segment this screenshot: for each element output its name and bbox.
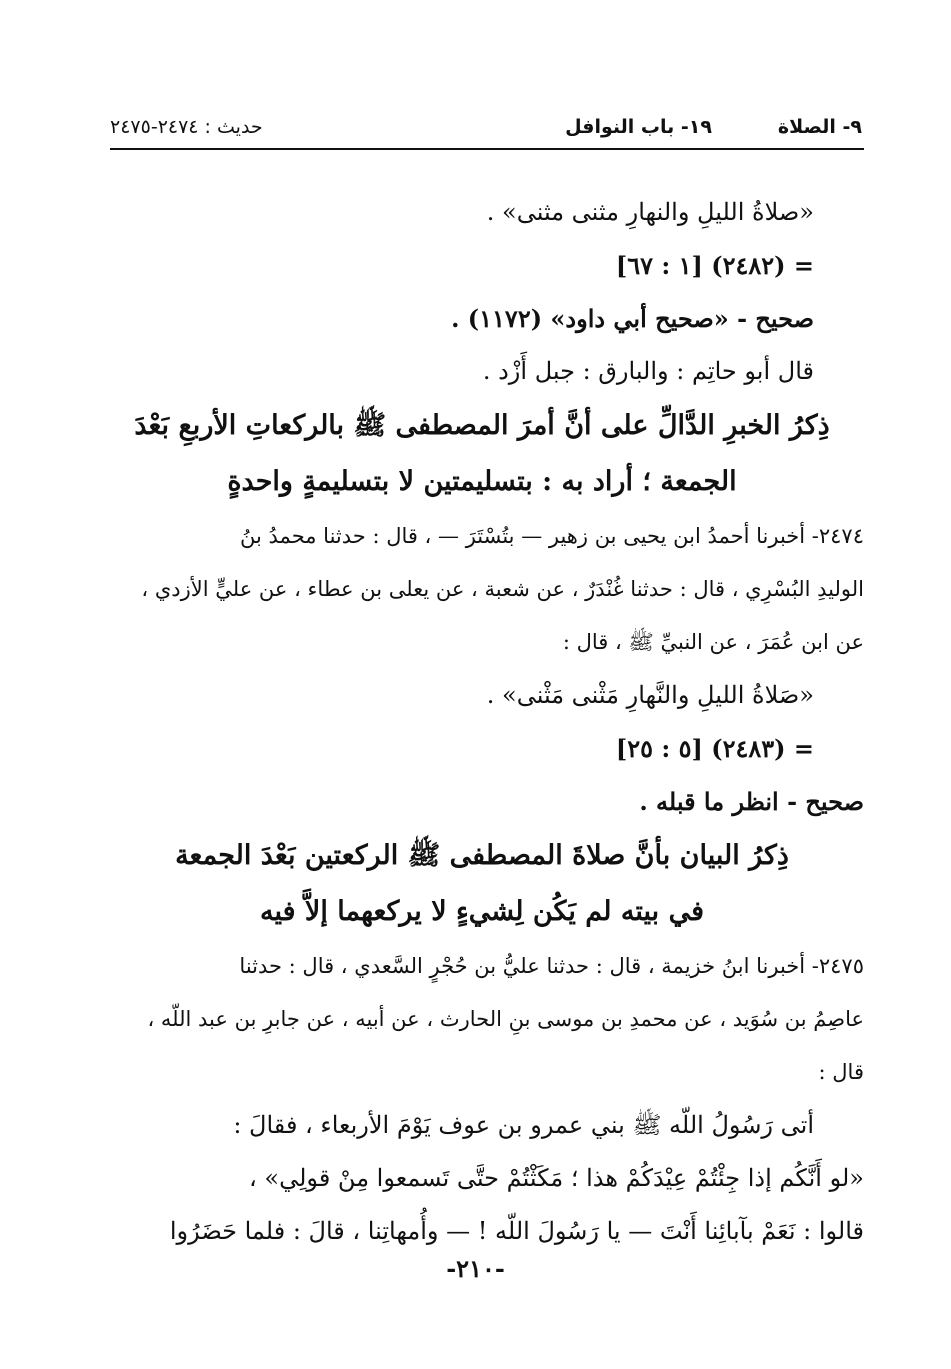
- running-header: [110, 110, 862, 146]
- reference-line: = (٢٤٨٢) [١ : ٦٧]: [615, 251, 814, 280]
- header-hadith-range: حديث : ٢٤٧٤-٢٤٧٥: [110, 116, 263, 138]
- page-number: -٢١٠-: [446, 1254, 505, 1283]
- isnad-line: قال :: [818, 1060, 864, 1084]
- reference-line: = (٢٤٨٣) [٥ : ٢٥]: [615, 734, 814, 763]
- section-heading-line-1: ذِكرُ الخبرِ الدَّالِّ على أنَّ أمرَ المصطفى ﷺ بالركعاتِ الأربعِ بَعْدَ: [134, 410, 830, 441]
- header-section: ١٩- باب النوافل: [565, 116, 712, 138]
- header-chapter: ٩- الصلاة: [777, 116, 862, 138]
- note-line: قال أبو حاتِم : والبارق : جبل أَزْد .: [482, 357, 814, 385]
- isnad-line: ٢٤٧٤- أخبرنا أحمدُ ابن يحيى بن زهير — بتُسْتَرَ — ، قال : حدثنا محمدُ بنُ: [240, 524, 864, 548]
- body-text: [100, 186, 864, 1258]
- hadith-quote-line: «صلاةُ الليلِ والنهارِ مثنى مثنى» .: [486, 198, 814, 226]
- isnad-line: عاصِمُ بن سُوَيد ، عن محمدِ بن موسى بنِ الحارث ، عن أبيه ، عن جابرِ بن عبد اللّه ،: [147, 1007, 864, 1031]
- hadith-quote-line: «صَلاةُ الليلِ والنَّهارِ مَثْنى مَثْنى» .: [486, 681, 814, 709]
- section-heading-line-2: الجمعة ؛ أراد به : بتسليمتين لا بتسليمةٍ واحدةٍ: [227, 466, 737, 497]
- isnad-line: الوليدِ البُسْرِي ، قال : حدثنا غُنْدَرٌ ، عن شعبة ، عن يعلى بن عطاء ، عن عليٍّ الأزدي ،: [141, 577, 864, 601]
- isnad-line: ٢٤٧٥- أخبرنا ابنُ خزيمة ، قال : حدثنا عليُّ بن حُجْرٍ السَّعدي ، قال : حدثنا: [239, 954, 864, 978]
- hadith-text-line: أتى رَسُولُ اللّه ﷺ بني عمرو بن عوف يَوْمَ الأربعاء ، فقالَ :: [233, 1111, 814, 1139]
- header-rule: [110, 148, 864, 150]
- section-heading-line-1: ذِكرُ البيان بأنَّ صلاةَ المصطفى ﷺ الركعتين بَعْدَ الجمعة: [175, 840, 789, 871]
- section-heading-line-2: في بيته لم يَكُن لِشيءٍ لا يركعهما إلاَّ فيه: [260, 896, 704, 927]
- isnad-line: عن ابن عُمَرَ ، عن النبيِّ ﷺ ، قال :: [562, 630, 864, 654]
- grading-line: صحيح - «صحيح أبي داود» (١١٧٢) .: [451, 304, 814, 333]
- hadith-text-line: قالوا : نَعَمْ بآبائِنا أَنْتَ — يا رَسُولَ اللّه ! — وأُمهاتِنا ، قالَ : فلما حَضَرُوا: [169, 1217, 864, 1245]
- grading-line: صحيح - انظر ما قبله .: [639, 787, 864, 816]
- hadith-text-line: «لو أَنَّكُم إذا جِئْتُمْ عِيْدَكُمْ هذا ؛ مَكَثْتُمْ حتَّى تَسمعوا مِنْ قولِي» ،: [249, 1164, 864, 1192]
